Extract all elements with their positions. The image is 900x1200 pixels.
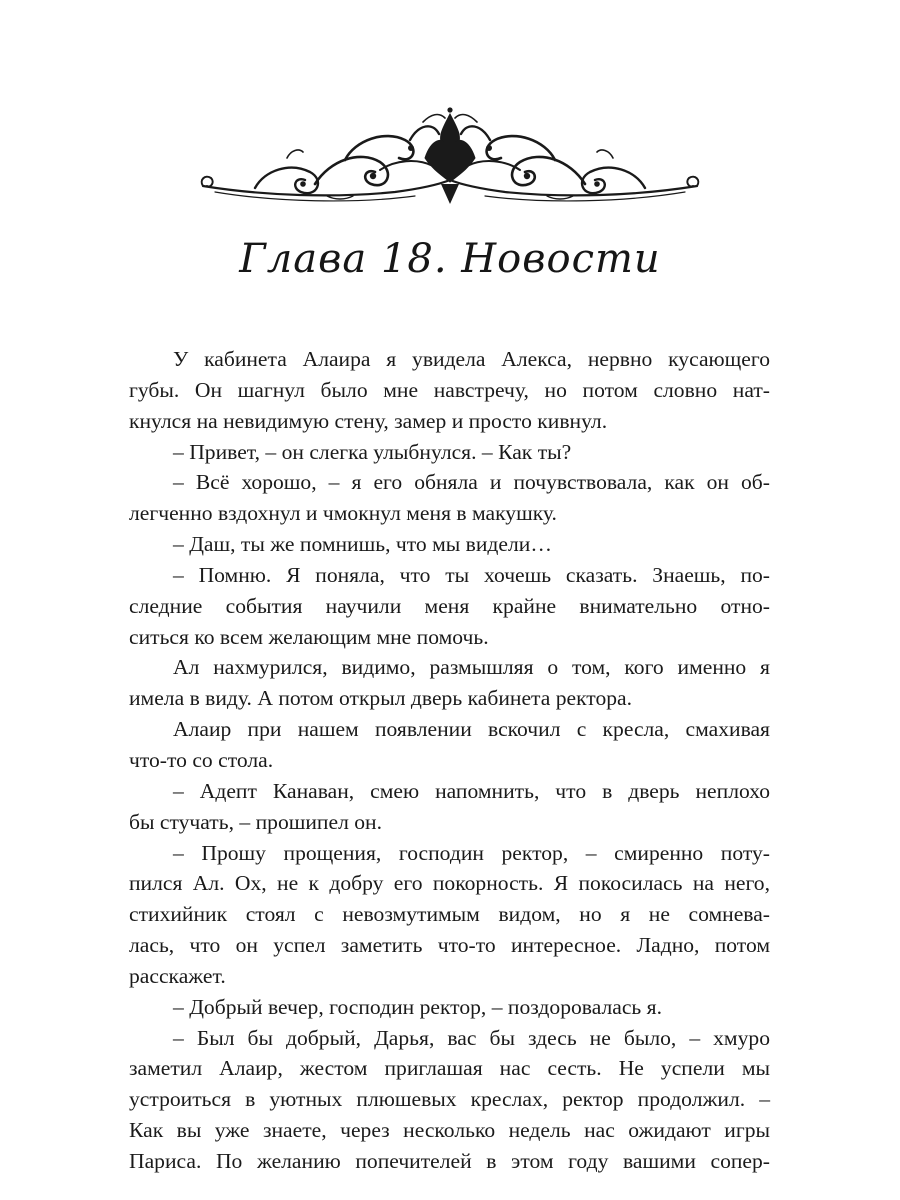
text-line: Париса. По желанию попечителей в этом году вашими сопер- (129, 1148, 770, 1173)
text-line: следние события научили меня крайне внимательно отно- (129, 593, 770, 618)
chapter-title: Глава 18. Новости (239, 236, 661, 282)
text-line: заметил Алаир, жестом приглашая нас сесть. Не успели мы (129, 1056, 770, 1081)
text-line: пился Ал. Ох, не к добру его покорность. Я покосилась на него, (129, 871, 770, 896)
text-line: – Всё хорошо, – я его обняла и почувствовала, как он об- (173, 470, 770, 495)
text-line: Как вы уже знаете, через несколько недель нас ожидают игры (129, 1118, 770, 1143)
text-line: – Добрый вечер, господин ректор, – поздоровалась я. (173, 994, 662, 1019)
text-line: – Привет, – он слегка улыбнулся. – Как ты? (173, 439, 572, 464)
text-line: губы. Он шагнул было мне навстречу, но потом словно нат- (129, 377, 770, 402)
text-line: – Был бы добрый, Дарья, вас бы здесь не было, – хмуро (173, 1025, 770, 1050)
text-line: – Прошу прощения, господин ректор, – смиренно поту- (173, 840, 770, 865)
text-line: Алаир при нашем появлении вскочил с кресла, смахивая (173, 717, 770, 742)
text-line: расскажет. (129, 963, 226, 988)
text-line: – Помню. Я поняла, что ты хочешь сказать. Знаешь, по- (173, 562, 770, 587)
text-line: – Даш, ты же помнишь, что мы видели… (173, 532, 552, 557)
text-line: легченно вздохнул и чмокнул меня в макушку. (129, 501, 557, 526)
text-line: стихийник стоял с невозмутимым видом, но я не сомнева- (129, 902, 770, 927)
text-line: кнулся на невидимую стену, замер и просто кивнул. (129, 408, 608, 433)
text-line: ситься ко всем желающим мне помочь. (129, 624, 489, 649)
text-line: бы стучать, – прошипел он. (129, 809, 382, 834)
text-line: – Адепт Канаван, смею напомнить, что в дверь неплохо (173, 778, 770, 803)
chapter-body (129, 344, 770, 1177)
text-line: что-то со стола. (129, 747, 274, 772)
text-line: имела в виду. А потом открыл дверь кабинета ректора. (129, 686, 633, 711)
text-line: лась, что он успел заметить что-то интересное. Ладно, потом (129, 933, 770, 958)
text-line: У кабинета Алаира я увидела Алекса, нервно кусающего (173, 347, 770, 371)
text-line: устроиться в уютных плюшевых креслах, ректор продолжил. – (129, 1087, 770, 1112)
ornament-divider (195, 100, 705, 215)
text-line: Ал нахмурился, видимо, размышляя о том, кого именно я (173, 655, 770, 680)
